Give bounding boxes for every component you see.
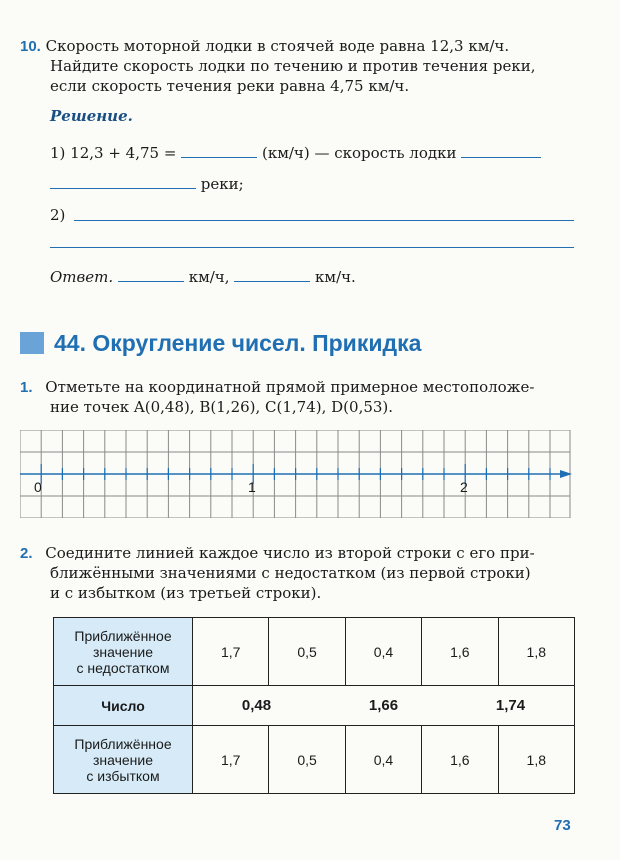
text-line: и с избытком (из третьей строки).	[50, 584, 322, 602]
task-number: 2.	[20, 545, 33, 562]
text-line: если скорость течения реки равна 4,75 км/ч.	[50, 77, 410, 95]
value-cell[interactable]: 1,6	[422, 618, 498, 686]
answer-blank[interactable]	[234, 267, 310, 282]
answer-line	[50, 267, 356, 287]
unit-label: км/ч.	[315, 268, 356, 286]
number-value[interactable]: 1,74	[495, 697, 526, 714]
step-1-line	[50, 143, 541, 163]
answer-blank[interactable]	[74, 220, 574, 221]
text-line: ближёнными значениями с недостатком (из первой строки)	[50, 564, 531, 582]
task-2-text	[20, 543, 535, 564]
coordinate-grid[interactable]	[20, 430, 576, 518]
value-cell[interactable]: 0,4	[345, 726, 421, 794]
row-header-lower: Приближённое значение с недостатком	[54, 618, 193, 686]
value-cell[interactable]: 1,8	[498, 726, 574, 794]
row-header-number: Число	[54, 686, 193, 726]
answer-blank[interactable]	[461, 143, 541, 158]
step-1-prefix: 1) 12,3 + 4,75 =	[50, 144, 177, 162]
value-cell[interactable]: 1,7	[193, 618, 269, 686]
value-cell[interactable]: 0,4	[345, 618, 421, 686]
answer-label: Ответ.	[50, 268, 114, 286]
step-2-label: 2)	[50, 206, 66, 224]
unit-label: км/ч,	[188, 268, 230, 286]
number-value[interactable]: 0,48	[241, 697, 272, 714]
answer-blank[interactable]	[118, 267, 184, 282]
answer-blank[interactable]	[50, 174, 196, 189]
section-title: Округление чисел. Прикидка	[92, 330, 422, 356]
task-10-text	[20, 36, 509, 57]
page-number: 73	[554, 817, 571, 834]
step-1-end: реки;	[200, 175, 244, 193]
task-number: 10.	[20, 38, 41, 55]
text-line: ние точек A(0,48), B(1,26), C(1,74), D(0,53).	[50, 398, 394, 416]
number-value[interactable]: 1,66	[368, 697, 399, 714]
table-row-lower	[54, 618, 575, 686]
value-cell[interactable]: 0,5	[269, 726, 345, 794]
section-number: 44.	[54, 330, 86, 356]
text-line: Соедините линией каждое число из второй строки с его при-	[45, 544, 535, 562]
step-1-mid: (км/ч) — скорость лодки	[261, 144, 457, 162]
solution-label: Решение.	[50, 107, 133, 125]
value-cell[interactable]: 1,7	[193, 726, 269, 794]
task-1-text	[20, 377, 534, 398]
section-heading	[54, 330, 421, 357]
answer-blank[interactable]	[50, 247, 574, 248]
text-line: Отметьте на координатной прямой примерное местоположе-	[45, 378, 535, 396]
step-1-cont	[50, 174, 244, 194]
axis-label-1: 1	[248, 479, 256, 495]
approximation-table	[53, 617, 575, 794]
section-marker	[20, 332, 44, 354]
number-cell	[193, 686, 575, 726]
row-header-upper: Приближённое значение с избытком	[54, 726, 193, 794]
value-cell[interactable]: 0,5	[269, 618, 345, 686]
axis-label-0: 0	[34, 479, 42, 495]
value-cell[interactable]: 1,8	[498, 618, 574, 686]
task-number: 1.	[20, 379, 33, 396]
table-row-upper	[54, 726, 575, 794]
table-row-number	[54, 686, 575, 726]
answer-blank[interactable]	[181, 143, 257, 158]
value-cell[interactable]: 1,6	[422, 726, 498, 794]
text-line: Скорость моторной лодки в стоячей воде равна 12,3 км/ч.	[45, 37, 510, 55]
axis-label-2: 2	[460, 479, 468, 495]
text-line: Найдите скорость лодки по течению и против течения реки,	[50, 57, 536, 75]
